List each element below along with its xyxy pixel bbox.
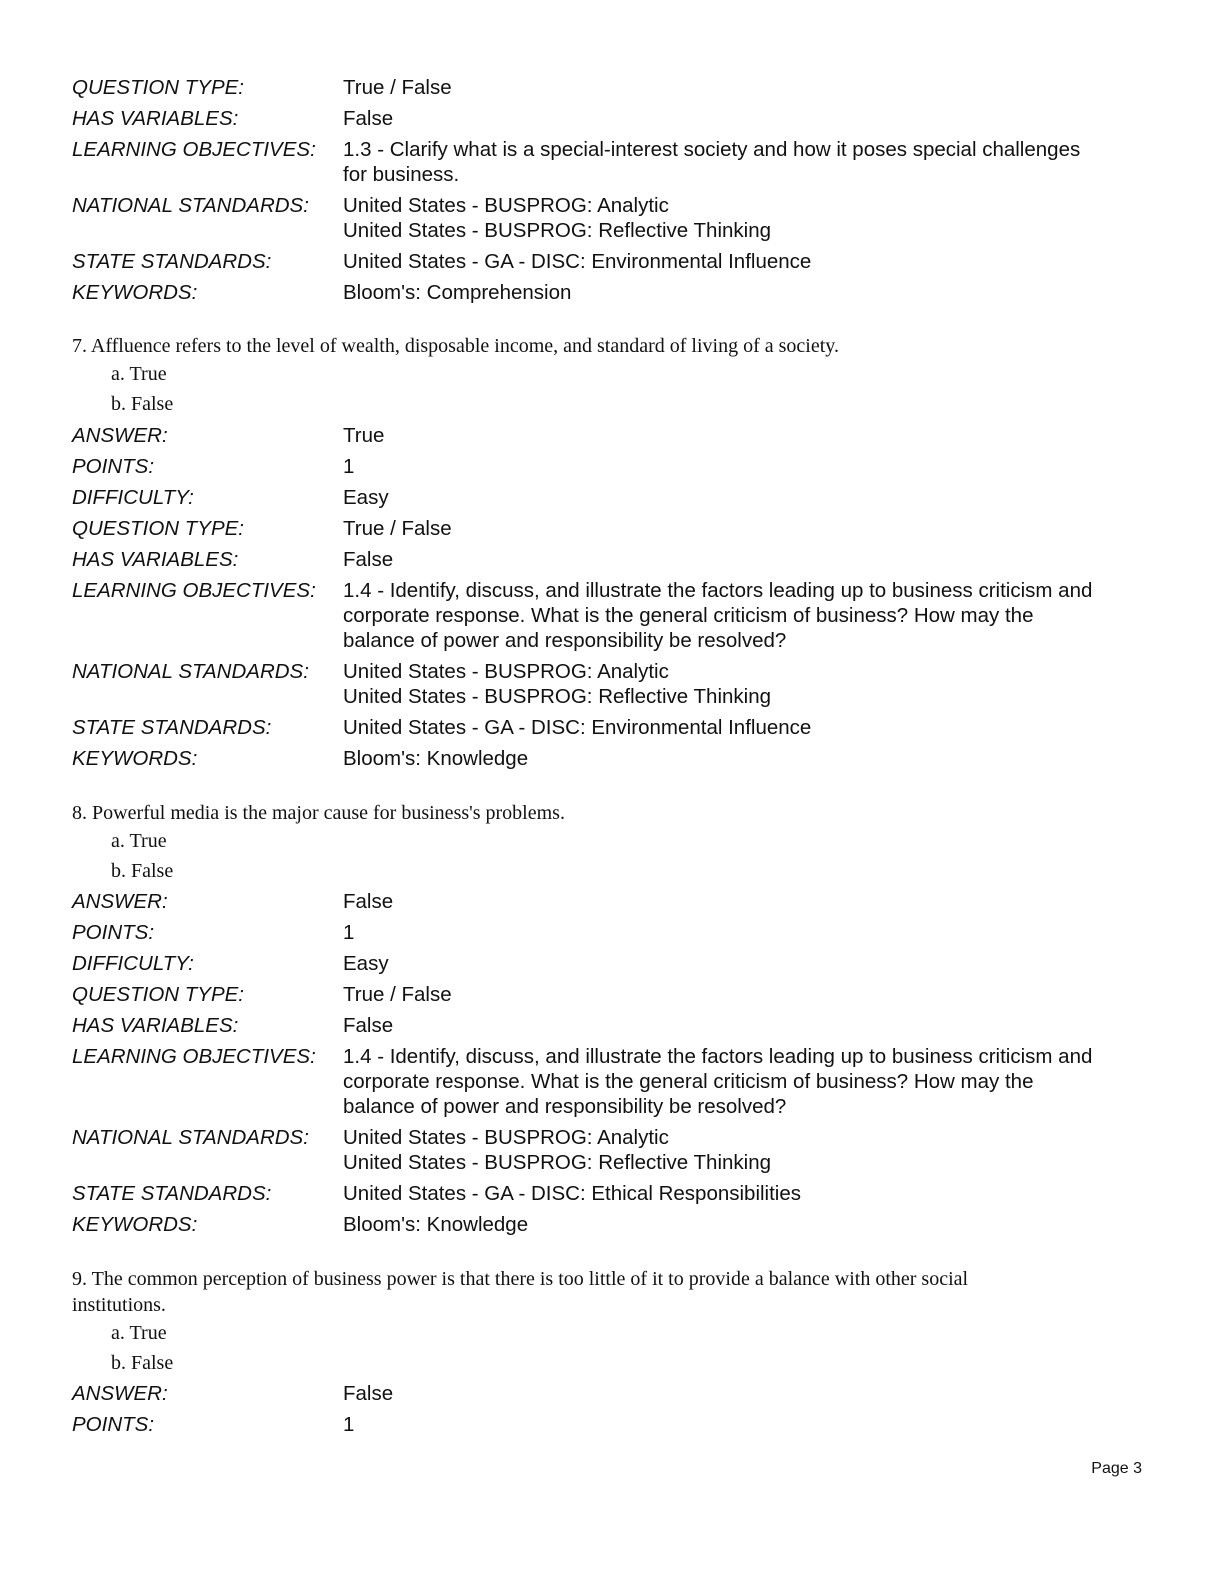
difficulty-value: Easy — [343, 486, 389, 509]
points-value: 1 — [343, 455, 355, 478]
keywords-value: Bloom's: Knowledge — [343, 747, 529, 770]
option-b: b. False — [111, 393, 174, 415]
state-standards-value: United States - GA - DISC: Ethical Responsibilities — [343, 1182, 802, 1205]
national-standards-line: United States - BUSPROG: Analytic — [343, 1126, 669, 1149]
has-variables-row — [72, 547, 1162, 572]
difficulty-value: Easy — [343, 952, 389, 975]
points-label: POINTS: — [72, 1413, 155, 1436]
points-label: POINTS: — [72, 921, 155, 944]
state-standards-label: STATE STANDARDS: — [72, 716, 272, 739]
national-standards-row — [72, 193, 1162, 243]
difficulty-label: DIFFICULTY: — [72, 486, 194, 509]
question-text: 8. Powerful media is the major cause for business's problems. — [72, 802, 565, 824]
points-label: POINTS: — [72, 455, 155, 478]
has-variables-label: HAS VARIABLES: — [72, 548, 239, 571]
answer-row — [72, 889, 1162, 914]
question-type-row — [72, 516, 1162, 541]
question-text: 7. Affluence refers to the level of wealth, disposable income, and standard of living of a society. — [72, 335, 839, 357]
keywords-row — [72, 746, 1162, 771]
question-type-row — [72, 75, 1162, 100]
keywords-label: KEYWORDS: — [72, 281, 198, 304]
q6-metadata — [72, 75, 1162, 311]
national-standards-row — [72, 1125, 1162, 1175]
points-value: 1 — [343, 1413, 355, 1436]
national-standards-label: NATIONAL STANDARDS: — [72, 1126, 309, 1149]
question-9 — [72, 1266, 1162, 1378]
q8-metadata — [72, 889, 1162, 1243]
difficulty-row — [72, 485, 1162, 510]
learning-objectives-row — [72, 1044, 1162, 1119]
question-text-continued: institutions. — [72, 1294, 166, 1316]
option-a: a. True — [111, 830, 167, 852]
answer-label: ANSWER: — [72, 890, 168, 913]
q9-metadata — [72, 1381, 1162, 1443]
points-row — [72, 1412, 1162, 1437]
option-b: b. False — [111, 860, 174, 882]
question-type-label: QUESTION TYPE: — [72, 983, 244, 1006]
question-type-label: QUESTION TYPE: — [72, 76, 244, 99]
option-a: a. True — [111, 363, 167, 385]
page-number: Page 3 — [1091, 1460, 1142, 1477]
learning-objectives-label: LEARNING OBJECTIVES: — [72, 138, 316, 161]
keywords-row — [72, 280, 1162, 305]
answer-label: ANSWER: — [72, 424, 168, 447]
question-type-label: QUESTION TYPE: — [72, 517, 244, 540]
state-standards-label: STATE STANDARDS: — [72, 1182, 272, 1205]
question-7 — [72, 333, 1082, 419]
question-type-row — [72, 982, 1162, 1007]
learning-objectives-line: corporate response. What is the general criticism of business? How may the — [343, 604, 1034, 627]
national-standards-line: United States - BUSPROG: Analytic — [343, 660, 669, 683]
learning-objectives-value — [343, 137, 1162, 187]
learning-objectives-line: balance of power and responsibility be resolved? — [343, 1095, 787, 1118]
national-standards-line: United States - BUSPROG: Analytic — [343, 194, 669, 217]
state-standards-row — [72, 715, 1162, 740]
state-standards-value: United States - GA - DISC: Environmental Influence — [343, 250, 812, 273]
learning-objectives-line: corporate response. What is the general criticism of business? How may the — [343, 1070, 1034, 1093]
points-row — [72, 454, 1162, 479]
keywords-row — [72, 1212, 1162, 1237]
keywords-label: KEYWORDS: — [72, 1213, 198, 1236]
has-variables-value: False — [343, 107, 394, 130]
has-variables-label: HAS VARIABLES: — [72, 1014, 239, 1037]
learning-objectives-line: 1.4 - Identify, discuss, and illustrate the factors leading up to business criticism and — [343, 1045, 1093, 1068]
learning-objectives-row — [72, 578, 1162, 653]
national-standards-line: United States - BUSPROG: Reflective Thinking — [343, 685, 772, 708]
national-standards-value — [343, 1125, 1162, 1175]
difficulty-label: DIFFICULTY: — [72, 952, 194, 975]
has-variables-value: False — [343, 548, 394, 571]
option-a: a. True — [111, 1322, 167, 1344]
learning-objectives-label: LEARNING OBJECTIVES: — [72, 579, 316, 602]
has-variables-row — [72, 1013, 1162, 1038]
question-8 — [72, 800, 1082, 886]
answer-row — [72, 423, 1162, 448]
learning-objectives-row — [72, 137, 1162, 187]
points-row — [72, 920, 1162, 945]
learning-objectives-line: balance of power and responsibility be resolved? — [343, 629, 787, 652]
answer-row — [72, 1381, 1162, 1406]
answer-value: False — [343, 890, 394, 913]
keywords-value: Bloom's: Comprehension — [343, 281, 572, 304]
q7-metadata — [72, 423, 1162, 777]
national-standards-label: NATIONAL STANDARDS: — [72, 194, 309, 217]
learning-objectives-line: 1.4 - Identify, discuss, and illustrate the factors leading up to business criticism and — [343, 579, 1093, 602]
national-standards-value — [343, 193, 1162, 243]
learning-objectives-line: 1.3 - Clarify what is a special-interest society and how it poses special challenges — [343, 138, 1081, 161]
learning-objectives-value — [343, 1044, 1162, 1119]
state-standards-row — [72, 1181, 1162, 1206]
learning-objectives-label: LEARNING OBJECTIVES: — [72, 1045, 316, 1068]
state-standards-label: STATE STANDARDS: — [72, 250, 272, 273]
difficulty-row — [72, 951, 1162, 976]
keywords-value: Bloom's: Knowledge — [343, 1213, 529, 1236]
state-standards-row — [72, 249, 1162, 274]
state-standards-value: United States - GA - DISC: Environmental Influence — [343, 716, 812, 739]
national-standards-row — [72, 659, 1162, 709]
has-variables-row — [72, 106, 1162, 131]
question-type-value: True / False — [343, 983, 452, 1006]
national-standards-label: NATIONAL STANDARDS: — [72, 660, 309, 683]
option-b: b. False — [111, 1352, 174, 1374]
points-value: 1 — [343, 921, 355, 944]
national-standards-value — [343, 659, 1162, 709]
national-standards-line: United States - BUSPROG: Reflective Thinking — [343, 219, 772, 242]
question-type-value: True / False — [343, 76, 452, 99]
question-text: 9. The common perception of business power is that there is too little of it to provide a balance with other social — [72, 1268, 969, 1290]
has-variables-label: HAS VARIABLES: — [72, 107, 239, 130]
keywords-label: KEYWORDS: — [72, 747, 198, 770]
learning-objectives-value — [343, 578, 1162, 653]
answer-value: False — [343, 1382, 394, 1405]
question-type-value: True / False — [343, 517, 452, 540]
answer-value: True — [343, 424, 385, 447]
learning-objectives-line: for business. — [343, 163, 460, 186]
national-standards-line: United States - BUSPROG: Reflective Thinking — [343, 1151, 772, 1174]
has-variables-value: False — [343, 1014, 394, 1037]
answer-label: ANSWER: — [72, 1382, 168, 1405]
